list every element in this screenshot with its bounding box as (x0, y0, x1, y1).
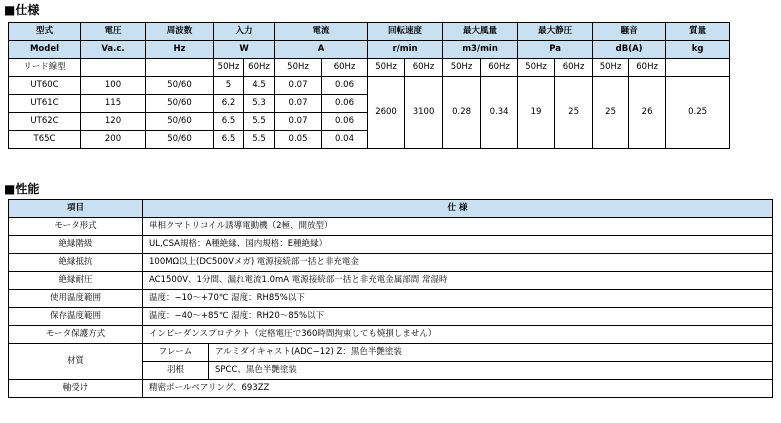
airflow-60-cell: 0.34 (481, 77, 518, 149)
item-cell: モータ形式 (9, 218, 143, 236)
freq-label: 50Hz (593, 59, 629, 77)
value-cell: 温度：−40～+85℃ 湿度：RH20～85%以下 (143, 308, 773, 326)
freq-label: 50Hz (275, 59, 322, 77)
col-airflow-en: m3/min (443, 41, 518, 59)
freq-label: 50Hz (518, 59, 555, 77)
airflow-50-cell: 0.28 (443, 77, 481, 149)
col-current-jp: 電流 (275, 23, 368, 41)
empty-cell (666, 59, 730, 77)
input-50-cell: 6.5 (214, 113, 244, 131)
input-60-cell: 5.5 (244, 113, 275, 131)
blade-value-cell: SPCC、黒色半艶塗装 (209, 362, 773, 380)
col-item: 項目 (9, 200, 143, 218)
col-model-en: Model (9, 41, 81, 59)
item-cell: 保存温度範囲 (9, 308, 143, 326)
hz-cell: 50/60 (146, 131, 214, 149)
freq-label: 50Hz (368, 59, 405, 77)
rpm-50-cell: 2600 (368, 77, 405, 149)
col-spec: 仕 様 (143, 200, 773, 218)
pressure-60-cell: 25 (555, 77, 593, 149)
spec-section-title: ■仕様 (4, 3, 40, 17)
table-row (9, 308, 773, 326)
col-noise-en: dB(A) (593, 41, 666, 59)
model-cell: UT61C (9, 95, 81, 113)
item-cell: 絶縁耐圧 (9, 272, 143, 290)
col-freq-jp: 周波数 (146, 23, 214, 41)
col-noise-jp: 騒音 (593, 23, 666, 41)
value-cell: 温度：−10～+70℃ 湿度：RH85%以下 (143, 290, 773, 308)
col-pressure-en: Pa (518, 41, 593, 59)
input-50-cell: 5 (214, 77, 244, 95)
input-50-cell: 6.5 (214, 131, 244, 149)
input-60-cell: 5.5 (244, 131, 275, 149)
freq-label: 60Hz (481, 59, 518, 77)
perf-header-row (9, 200, 773, 218)
freq-label: 60Hz (555, 59, 593, 77)
rpm-60-cell: 3100 (405, 77, 443, 149)
input-60-cell: 5.3 (244, 95, 275, 113)
spec-header-en-row (9, 41, 730, 59)
freq-label: 60Hz (405, 59, 443, 77)
current-60-cell: 0.04 (322, 131, 368, 149)
value-cell: AC1500V、1分間、漏れ電流1.0mA 電源接続部一括と非充電金属部間 常湿時 (143, 272, 773, 290)
current-60-cell: 0.06 (322, 113, 368, 131)
voltage-cell: 115 (81, 95, 146, 113)
frame-value-cell: アルミダイキャスト(ADC−12) Z：黒色半艶塗装 (209, 344, 773, 362)
empty-cell (81, 59, 146, 77)
current-50-cell: 0.07 (275, 95, 322, 113)
voltage-cell: 100 (81, 77, 146, 95)
spec-header-jp-row (9, 23, 730, 41)
hz-cell: 50/60 (146, 95, 214, 113)
col-airflow-jp: 最大風量 (443, 23, 518, 41)
col-mass-jp: 質量 (666, 23, 730, 41)
empty-cell (146, 59, 214, 77)
value-cell: 100MΩ以上(DC500Vメガ) 電源接続部一括と非充電金 (143, 254, 773, 272)
hz-cell: 50/60 (146, 77, 214, 95)
col-mass-en: kg (666, 41, 730, 59)
spec-table (8, 22, 730, 149)
col-input-en: W (214, 41, 275, 59)
frame-label-cell: フレーム (143, 344, 209, 362)
col-input-jp: 入力 (214, 23, 275, 41)
voltage-cell: 120 (81, 113, 146, 131)
table-row (9, 290, 773, 308)
item-cell: 絶縁抵抗 (9, 254, 143, 272)
noise-60-cell: 26 (629, 77, 666, 149)
col-model-jp: 型式 (9, 23, 81, 41)
table-row (9, 380, 773, 398)
value-cell: 単相クマトリコイル誘導電動機（2極、開放型） (143, 218, 773, 236)
freq-label: 60Hz (244, 59, 275, 77)
col-current-en: A (275, 41, 368, 59)
col-voltage-en: Va.c. (81, 41, 146, 59)
table-row (9, 344, 773, 362)
col-pressure-jp: 最大静圧 (518, 23, 593, 41)
current-50-cell: 0.07 (275, 77, 322, 95)
pressure-50-cell: 19 (518, 77, 555, 149)
freq-label-row (9, 59, 730, 77)
col-voltage-jp: 電圧 (81, 23, 146, 41)
material-item-cell: 材質 (9, 344, 143, 380)
value-cell: 精密ボールベアリング、693ZZ (143, 380, 773, 398)
freq-label: 60Hz (629, 59, 666, 77)
freq-label: 60Hz (322, 59, 368, 77)
current-50-cell: 0.07 (275, 113, 322, 131)
current-60-cell: 0.06 (322, 77, 368, 95)
model-cell: T65C (9, 131, 81, 149)
table-row (9, 254, 773, 272)
model-cell: UT60C (9, 77, 81, 95)
model-cell: UT62C (9, 113, 81, 131)
table-row (9, 77, 730, 95)
item-cell: 軸受け (9, 380, 143, 398)
table-row (9, 272, 773, 290)
input-60-cell: 4.5 (244, 77, 275, 95)
perf-section-title: ■性能 (4, 182, 40, 196)
current-50-cell: 0.05 (275, 131, 322, 149)
item-cell: 使用温度範囲 (9, 290, 143, 308)
freq-label: 50Hz (214, 59, 244, 77)
current-60-cell: 0.06 (322, 95, 368, 113)
hz-cell: 50/60 (146, 113, 214, 131)
value-cell: インピーダンスプロテクト（定格電圧で360時間拘束しても焼損しません） (143, 326, 773, 344)
value-cell: UL,CSA規格：A種絶縁、国内規格：E種絶縁） (143, 236, 773, 254)
table-row (9, 326, 773, 344)
noise-50-cell: 25 (593, 77, 629, 149)
voltage-cell: 200 (81, 131, 146, 149)
input-50-cell: 6.2 (214, 95, 244, 113)
lead-wire-type-label: リード線型 (9, 59, 81, 77)
col-rpm-jp: 回転速度 (368, 23, 443, 41)
mass-cell: 0.25 (666, 77, 730, 149)
table-row (9, 218, 773, 236)
blade-label-cell: 羽根 (143, 362, 209, 380)
item-cell: モータ保護方式 (9, 326, 143, 344)
table-row (9, 236, 773, 254)
col-rpm-en: r/min (368, 41, 443, 59)
perf-table (8, 199, 773, 398)
freq-label: 50Hz (443, 59, 481, 77)
item-cell: 絶縁階級 (9, 236, 143, 254)
col-freq-en: Hz (146, 41, 214, 59)
